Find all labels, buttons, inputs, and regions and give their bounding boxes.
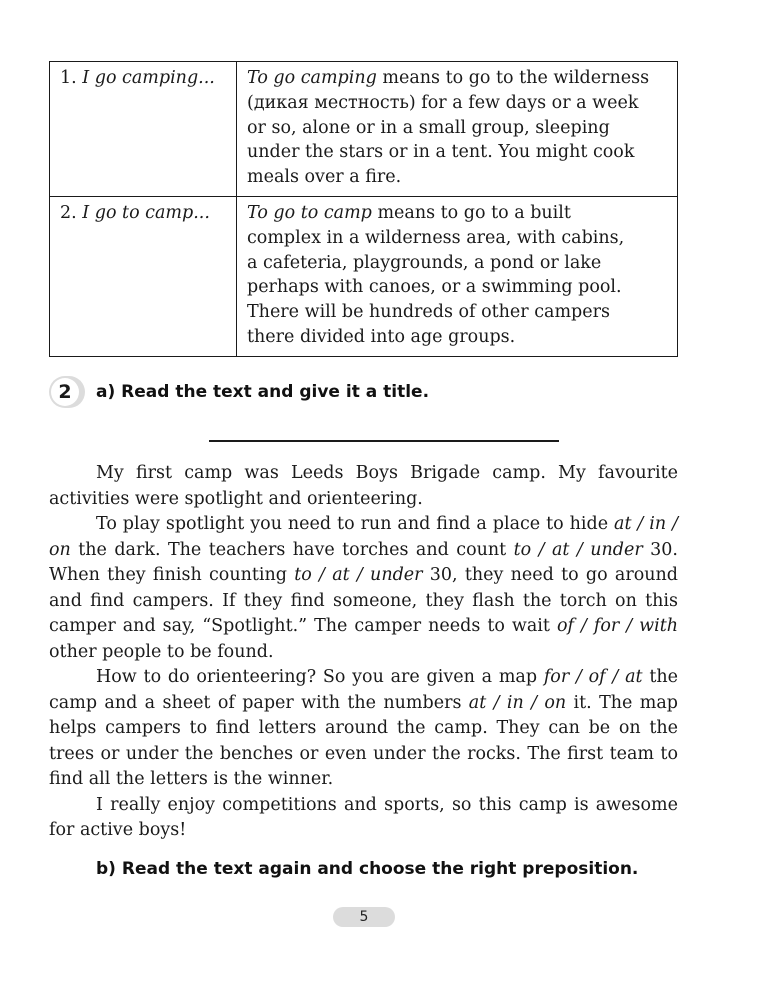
vocabulary-table — [49, 61, 678, 357]
definition-cell — [237, 196, 678, 356]
definition-line: meals over a fire. — [247, 167, 402, 188]
text-run: How to do orienteering? So you are given a map — [96, 667, 544, 687]
definition-line — [247, 66, 669, 91]
definition-term: To go camping — [247, 68, 377, 88]
text-run: To play spotlight you need to run and find a place to hide — [96, 514, 615, 534]
definition-line: under the stars or in a tent. You might cook — [247, 142, 635, 163]
definition-line — [247, 201, 669, 226]
preposition-choice: at / in / on — [49, 514, 678, 560]
text-run: it. The map helps campers to find letters around the camp. They can be on the trees or under the benches or even under the rocks. The first team to find all the letters is the winner. — [49, 692, 678, 789]
page-number: 5 — [333, 907, 395, 927]
definition-line: a cafeteria, playgrounds, a pond or lake — [247, 252, 602, 273]
paragraph-2 — [49, 512, 678, 665]
table-row — [50, 196, 678, 356]
task-number: 2 — [51, 378, 79, 406]
preposition-choice: at / in / on — [468, 692, 567, 713]
preposition-choice: for / of / at — [543, 667, 643, 687]
paragraph-1: My first camp was Leeds Boys Brigade camp. My favourite activities were spotlight and orienteering. — [49, 463, 678, 509]
paragraph-3 — [49, 665, 678, 793]
definition-rest: means to go to the wilderness — [376, 68, 650, 88]
definition-line: or so, alone or in a small group, sleeping — [247, 117, 610, 138]
term-text: I go camping... — [82, 68, 215, 88]
definition-term: To go to camp — [247, 202, 372, 223]
text-run: the dark. The teachers have torches and count — [70, 539, 514, 560]
task-number-badge — [49, 376, 85, 408]
definition-line: there divided into age groups. — [247, 326, 516, 347]
definition-line: (дикая местность) for a few days or a week — [247, 92, 639, 113]
definition-line: complex in a wilderness area, with cabins, — [247, 227, 625, 248]
term-number: 2. — [60, 202, 83, 223]
text-run: the camp and a sheet of paper with the numbers — [49, 667, 678, 713]
term-text: I go to camp... — [82, 202, 210, 223]
definition-line: There will be hundreds of other campers — [247, 302, 610, 323]
term-cell — [50, 62, 237, 197]
preposition-choice: of / for / with — [556, 616, 678, 636]
definition-rest: means to go to a built — [371, 202, 571, 223]
table-row — [50, 62, 678, 197]
preposition-choice: to / at / under — [294, 565, 423, 585]
preposition-choice: to / at / under — [513, 539, 643, 560]
definition-cell — [237, 62, 678, 197]
term-number: 1. — [60, 68, 83, 88]
title-blank-line — [209, 440, 559, 442]
text-run: 30, they need to go around and find campers. If they find someone, they flash the torch on this camper and say, “Spotlight.” The camper needs to wait — [49, 565, 678, 636]
text-run: other people to be found. — [49, 641, 274, 662]
instruction-a: a) Read the text and give it a title. — [96, 382, 430, 402]
reading-text — [49, 461, 678, 844]
instruction-b: b) Read the text again and choose the right preposition. — [96, 859, 639, 879]
text-run: 30. When they finish counting — [49, 539, 678, 585]
term-cell — [50, 196, 237, 356]
definition-line: perhaps with canoes, or a swimming pool. — [247, 277, 622, 298]
paragraph-4: I really enjoy competitions and sports, so this camp is awesome for active boys! — [49, 794, 678, 840]
